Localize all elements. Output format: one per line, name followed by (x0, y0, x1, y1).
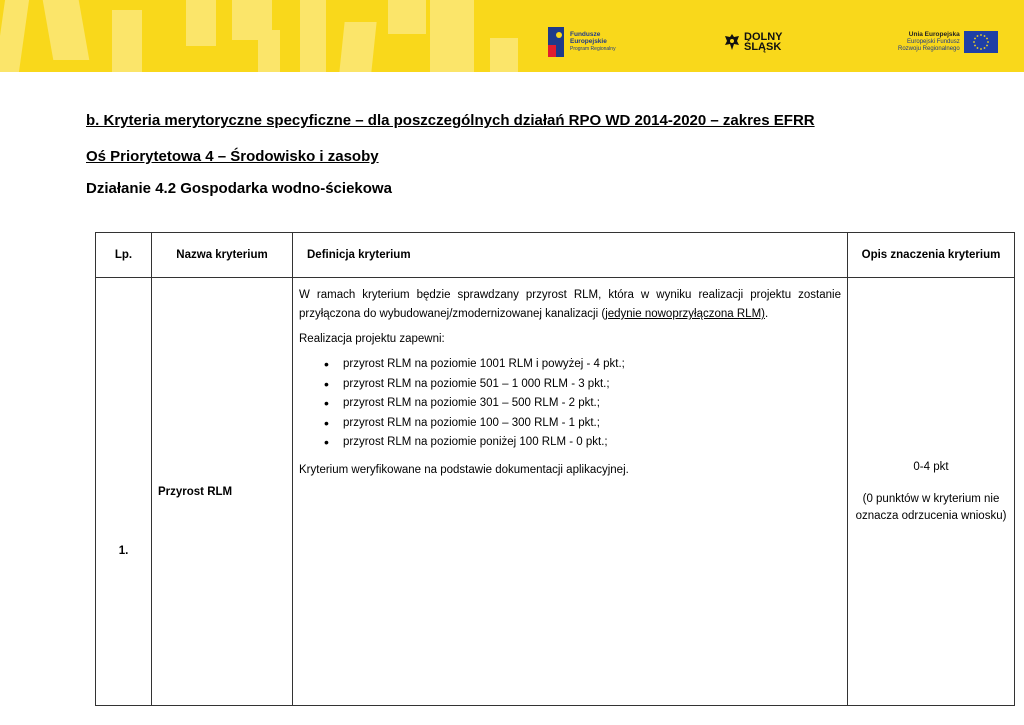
unia-europejska-logo (898, 24, 998, 60)
dolny-slask-logo (724, 24, 783, 60)
fundusze-europejskie-logo (548, 24, 616, 60)
meaning-note: (0 punktów w kryterium nie oznacza odrzucenia wniosku) (855, 493, 1007, 522)
row-definition (293, 278, 848, 706)
header-definition: Definicja kryterium (293, 233, 848, 278)
header-meaning: Opis znaczenia kryterium (848, 233, 1015, 278)
list-item: • przyrost RLM na poziomie 301 – 500 RLM - 2 pkt.; (343, 394, 841, 414)
definition-end: . (765, 308, 769, 320)
points-list (299, 355, 841, 453)
row-lp: 1. (96, 278, 152, 706)
list-item: • przyrost RLM na poziomie 501 – 1 000 RLM - 3 pkt.; (343, 375, 841, 395)
ue-logo-text: Europejski Fundusz (907, 39, 960, 45)
banner-decoration (0, 0, 29, 72)
ue-logo-title: Unia Europejska (908, 31, 960, 38)
ue-logo-text: Rozwoju Regionalnego (898, 46, 960, 52)
meaning-points: 0-4 pkt (913, 460, 949, 473)
banner-decoration (43, 0, 90, 60)
eu-flag-icon (964, 31, 998, 53)
ensure-label: Realizacja projektu zapewni: (299, 333, 445, 345)
banner-decoration (388, 0, 426, 34)
list-item: • przyrost RLM na poziomie 100 – 300 RLM - 1 pkt.; (343, 414, 841, 434)
fe-logo-text: Fundusze (570, 30, 601, 38)
banner-decoration (339, 22, 376, 72)
banner-decoration (490, 38, 518, 72)
row-criterion-name: Przyrost RLM (152, 278, 293, 706)
definition-highlight: jedynie nowoprzyłączona RLM) (605, 308, 765, 320)
banner-decoration (430, 0, 474, 72)
banner-decoration (112, 10, 142, 72)
priority-axis-title: Oś Priorytetowa 4 – Środowisko i zasoby (86, 148, 379, 165)
fe-logo-subtext: Program Regionalny (570, 45, 616, 52)
banner-decoration (186, 0, 216, 46)
ds-logo-text: DOLNY (744, 31, 783, 43)
verification-note: Kryterium weryfikowane na podstawie dokumentacji aplikacyjnej. (299, 463, 629, 476)
header-lp: Lp. (96, 233, 152, 278)
banner-decoration (300, 0, 326, 72)
banner-decoration (258, 30, 280, 72)
header-name: Nazwa kryterium (152, 233, 293, 278)
fe-star-icon (548, 27, 564, 57)
ds-logo-text: ŚLĄSK (744, 41, 782, 53)
definition-intro-text: W ramach kryterium będzie sprawdzany przyrost RLM, która w wyniku realizacji projektu zostanie przyłączona do wybudowanej/zmodernizowanej kanalizacji ( (299, 289, 841, 320)
row-meaning (848, 278, 1015, 706)
header-banner (0, 0, 1024, 72)
table-header-row (96, 233, 1015, 278)
action-title: Działanie 4.2 Gospodarka wodno-ściekowa (86, 180, 392, 197)
list-item: • przyrost RLM na poziomie poniżej 100 RLM - 0 pkt.; (343, 433, 841, 453)
fe-logo-text: Europejskie (570, 38, 607, 46)
table-row (96, 278, 1015, 706)
section-title: b. Kryteria merytoryczne specyficzne – dla poszczególnych działań RPO WD 2014-2020 – zakres EFRR (86, 112, 815, 129)
eagle-icon (724, 33, 740, 51)
definition-intro (299, 286, 841, 324)
list-item: • przyrost RLM na poziomie 1001 RLM i powyżej - 4 pkt.; (343, 355, 841, 375)
criteria-table (95, 232, 1015, 706)
